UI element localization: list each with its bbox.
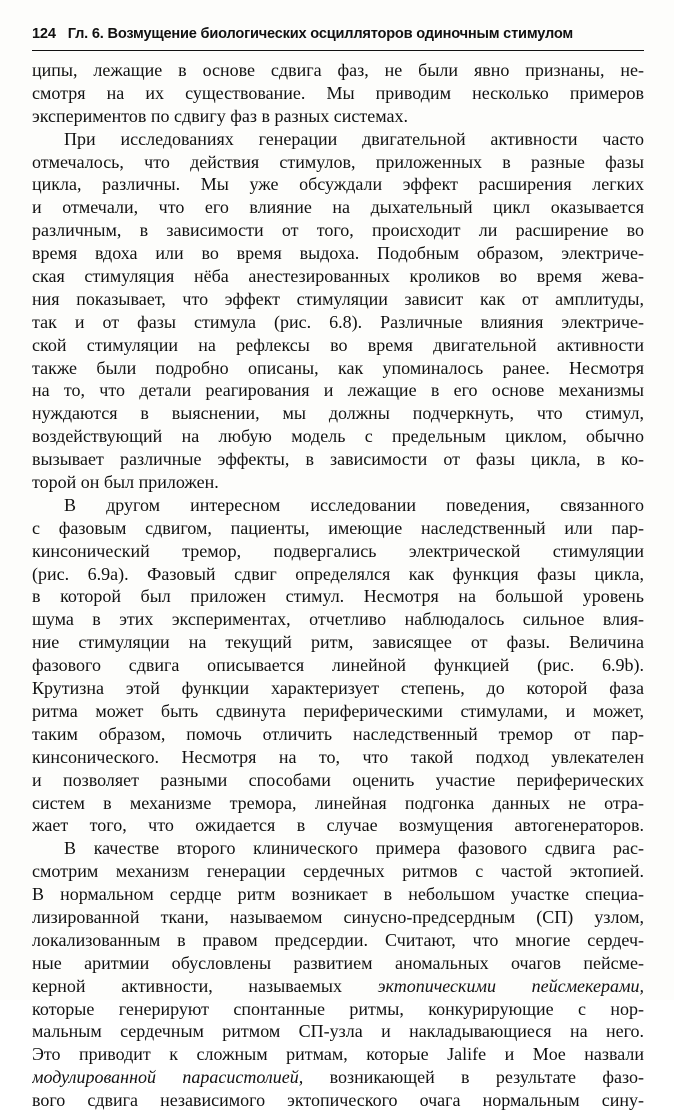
header-rule xyxy=(32,50,644,51)
text-line: ние стимуляции на текущий ритм, зависящее от фазы. Величина xyxy=(32,632,644,653)
text-line: ская стимуляция нёба анестезированных кроликов во время жева- xyxy=(32,266,644,287)
text-line-mixed xyxy=(32,975,644,998)
text-line: в которой был приложен стимул. Несмотря на большой уровень xyxy=(32,586,644,607)
text-line: смотря на их существование. Мы приводим несколько примеров xyxy=(32,82,644,103)
chapter-title: Гл. 6. Возмущение биологических осцилляторов одиночным стимулом xyxy=(67,26,573,42)
text-line: кинсонического. Несмотря на то, что такой подход увлекателен xyxy=(32,746,644,767)
italic-term: эктопическими пейсмекерами, xyxy=(377,975,644,996)
text-line: отмечалось, что действия стимулов, приложенных в разные фазы xyxy=(32,151,644,172)
paragraph-start-line: В качестве второго клинического примера фазового сдвига рас- xyxy=(64,838,644,859)
paragraph-start-line: В другом интересном исследовании поведения, связанного xyxy=(64,494,644,515)
text-line: Крутизна этой функции характеризует степень, до которой фаза xyxy=(32,678,644,699)
text-line: нуждаются в выяснении, мы должны подчеркнуть, что стимул, xyxy=(32,403,644,424)
text-line: и отмечали, что его влияние на дыхательный цикл оказывается xyxy=(32,197,644,218)
paragraph-start-line: При исследованиях генерации двигательной активности часто xyxy=(64,128,644,149)
text-line: ритма может быть сдвинута периферическими стимулами, и может, xyxy=(32,700,644,721)
body-text xyxy=(32,59,644,1112)
text-line: так и от фазы стимула (рис. 6.8). Различные влияния электриче- xyxy=(32,311,644,332)
running-head xyxy=(32,26,644,50)
text-line: ципы, лежащие в основе сдвига фаз, не были явно признаны, не- xyxy=(32,60,644,80)
text-line: и позволяет разными способами оценить участие периферических xyxy=(32,769,644,790)
text-line: мальным сердечным ритмом СП-узла и накладывающиеся на него. xyxy=(32,1021,644,1042)
text-line: на то, что детали реагирования и лежащие в его основе механизмы xyxy=(32,380,644,401)
text-line: фазового сдвига описывается линейной функцией (рис. 6.9b). xyxy=(32,655,644,676)
text-line: ской стимуляции на рефлексы во время двигательной активности xyxy=(32,334,644,355)
text-line: торой он был приложен. xyxy=(32,472,219,493)
text-line: смотрим механизм генерации сердечных ритмов с частой эктопией. xyxy=(32,861,644,882)
text-line: кинсонический тремор, подвергались электрической стимуляции xyxy=(32,540,644,561)
text-line-mixed xyxy=(32,1066,644,1089)
italic-term: модулированной парасистолией, xyxy=(32,1067,304,1088)
text-line: которые генерируют спонтанные ритмы, конкурирующие с нор- xyxy=(32,998,644,1019)
text-line: локализованным в правом предсердии. Считают, что многие сердеч- xyxy=(32,929,644,950)
text-line: цикла, различны. Мы уже обсуждали эффект расширения легких xyxy=(32,174,644,195)
text-line: В нормальном сердце ритм возникает в небольшом участке специа- xyxy=(32,884,644,905)
text-line: также были подробно описаны, как упоминалось ранее. Несмотря xyxy=(32,357,644,378)
text-segment: керной активности, называемых xyxy=(32,975,342,996)
text-line: время вдоха или во время выдоха. Подобным образом, электриче- xyxy=(32,243,644,264)
text-line: лизированной ткани, называемом синусно-предсердным (СП) узлом, xyxy=(32,906,644,927)
text-line: Это приводит к сложным ритмам, которые Jalife и Moe назвали xyxy=(32,1044,644,1065)
text-line: систем в механизме тремора, линейная подгонка данных не отра- xyxy=(32,792,644,813)
text-line: с фазовым сдвигом, пациенты, имеющие наследственный или пар- xyxy=(32,517,644,538)
page-number: 124 xyxy=(32,26,56,42)
text-line: ные аритмии обусловлены развитием аномальных очагов пейсме- xyxy=(32,952,644,973)
text-line: (рис. 6.9а). Фазовый сдвиг определялся как функция фазы цикла, xyxy=(32,563,644,584)
text-line: вого сдвига независимого эктопического очага нормальным сину- xyxy=(32,1090,644,1111)
text-line: шума в этих экспериментах, отчетливо наблюдалось сильное влия- xyxy=(32,609,644,630)
text-line: различным, в зависимости от того, происходит ли расширение во xyxy=(32,220,644,241)
text-line: вызывает различные эффекты, в зависимости от фазы цикла, в ко- xyxy=(32,449,644,470)
text-line: таким образом, помочь отличить наследственный тремор от пар- xyxy=(32,723,644,744)
text-line: ния показывает, что эффект стимуляции зависит как от амплитуды, xyxy=(32,288,644,309)
text-line: жает того, что ожидается в случае возмущения автогенераторов. xyxy=(32,815,644,836)
text-segment: возникающей в результате фазо- xyxy=(329,1067,644,1088)
text-line: экспериментов по сдвигу фаз в разных системах. xyxy=(32,105,409,126)
text-line: воздействующий на любую модель с предельным циклом, обычно xyxy=(32,426,644,447)
